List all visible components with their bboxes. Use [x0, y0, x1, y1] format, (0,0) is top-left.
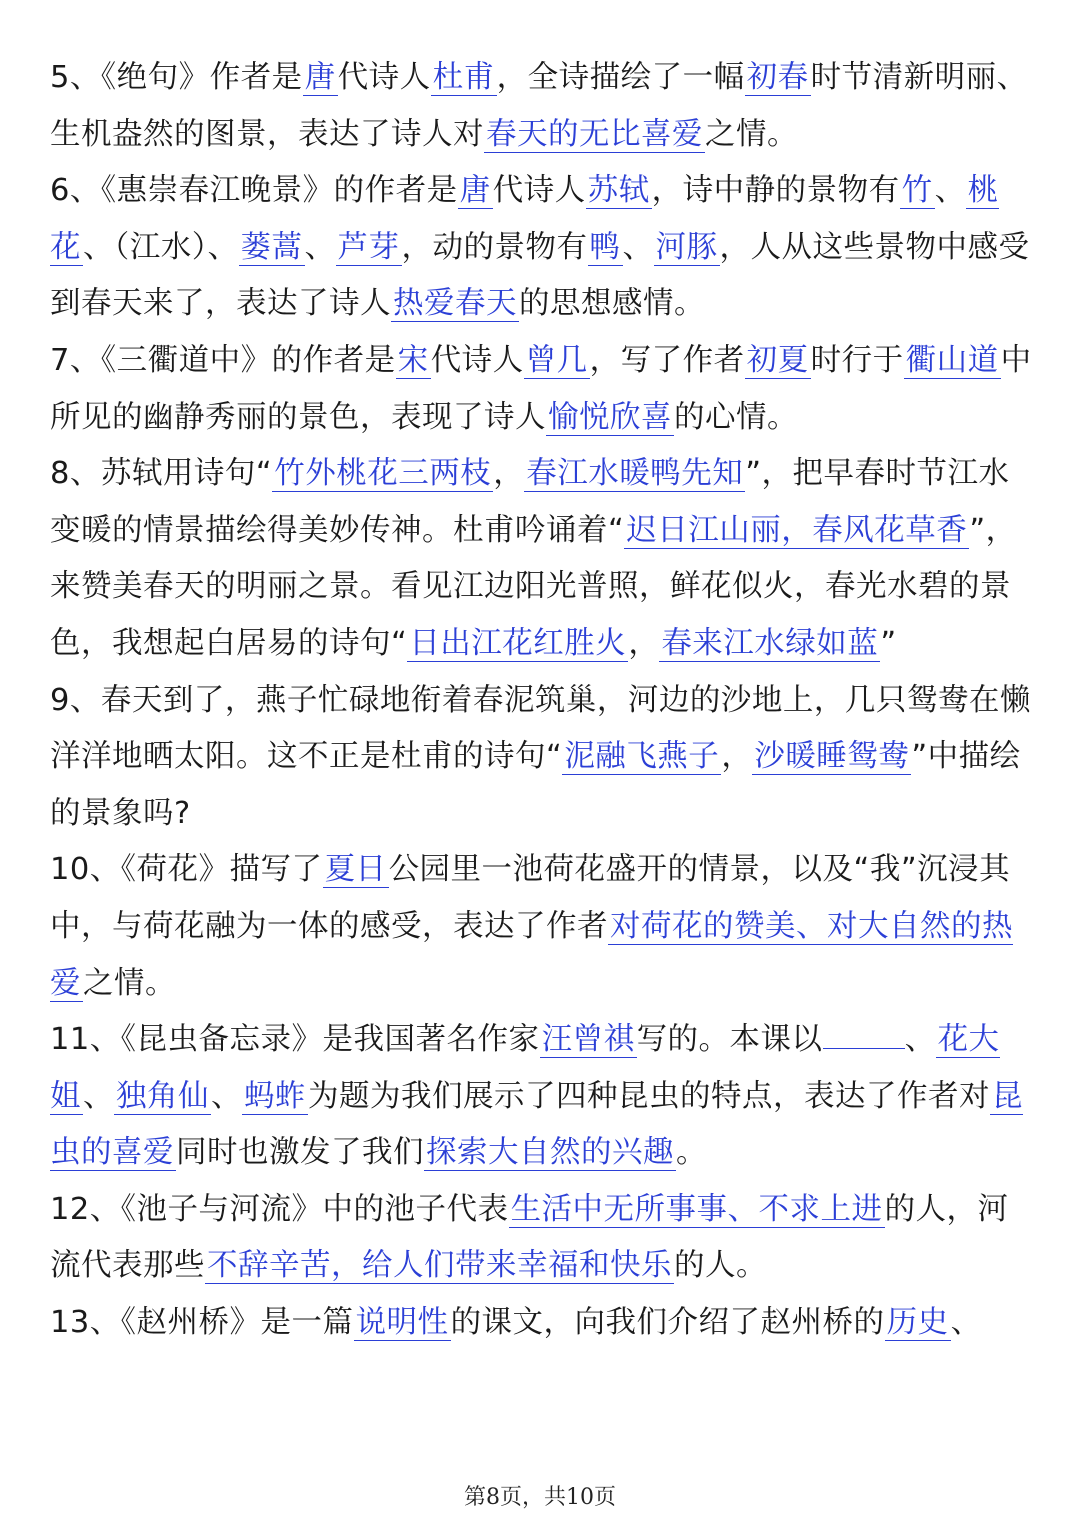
answer-fill: 愉悦欣喜 — [548, 399, 672, 435]
answer-fill: 宋 — [397, 342, 429, 378]
answer-fill: 苏轼 — [587, 173, 650, 209]
question-text: ，写了作者 — [589, 342, 745, 378]
answer-fill: 鸭 — [589, 229, 621, 265]
question-item — [50, 1012, 1035, 1182]
question-item — [50, 50, 1035, 163]
answer-fill: 蚂蚱 — [244, 1078, 306, 1114]
question-text: 同时也激发了我们 — [176, 1135, 424, 1171]
answer-fill: 唐 — [304, 60, 336, 95]
question-text: 代诗人 — [337, 60, 431, 95]
answer-fill: 春江水暖鸭先知 — [526, 456, 744, 492]
question-text: 的人。 — [674, 1248, 767, 1284]
question-text: 12、《池子与河流》中的池子代表 — [50, 1191, 509, 1227]
question-list — [50, 50, 1035, 1352]
answer-fill: 夏日 — [324, 852, 387, 888]
question-text: 之情。 — [705, 116, 798, 152]
page-footer: 第8页，共10页 — [464, 1485, 616, 1510]
answer-fill: 春来江水绿如蓝 — [661, 625, 879, 661]
question-text: 、（江水）、 — [83, 229, 239, 265]
answer-fill: 对荷花的赞美、对大自然的热爱 — [50, 908, 1013, 1001]
question-text: 的人，河流代表那些 — [50, 1191, 1009, 1284]
answer-fill: 河豚 — [655, 229, 718, 265]
question-text: 代诗人 — [492, 173, 586, 209]
question-text: 13、《赵州桥》是一篇 — [50, 1305, 354, 1341]
answer-fill: 唐 — [459, 173, 491, 209]
answer-fill: 竹外桃花三两枝 — [274, 456, 492, 492]
question-text: ， — [628, 625, 660, 661]
question-text: 、 — [934, 173, 966, 209]
question-text: ”，把早春时节江水变暖的情景描绘得美妙传神。杜甫吟诵着“ — [50, 456, 1010, 548]
question-text: 之情。 — [83, 965, 176, 1001]
answer-fill: 生活中无所事事、不求上进 — [510, 1191, 883, 1227]
answer-fill: 花大姐 — [50, 1022, 1000, 1114]
answer-fill: 日出江花红胜火 — [409, 625, 627, 661]
question-text: 的课文，向我们介绍了赵州桥的 — [450, 1305, 885, 1341]
answer-fill: 蒌蒿 — [240, 229, 303, 265]
worksheet-body — [50, 50, 1035, 1352]
question-text: 的心情。 — [674, 399, 798, 435]
question-text: 、 — [83, 1078, 114, 1114]
question-item — [50, 842, 1035, 1012]
question-text: 、 — [622, 229, 654, 265]
question-text: 、 — [904, 1022, 936, 1058]
answer-fill: 历史 — [886, 1305, 949, 1341]
question-item — [50, 163, 1035, 333]
answer-fill: 迟日江山丽，春风花草香 — [626, 512, 968, 548]
question-text: ，全诗描绘了一幅 — [496, 60, 745, 95]
question-text: 为题为我们展示了四种昆虫的特点，表达了作者对 — [308, 1078, 990, 1114]
question-text: ”中描绘的景象吗? — [50, 739, 1021, 831]
answer-fill: 说明性 — [355, 1305, 449, 1341]
question-item — [50, 1182, 1035, 1295]
answer-fill: 热爱春天 — [393, 286, 517, 322]
answer-fill: 不辞辛苦，给人们带来幸福和快乐 — [207, 1248, 672, 1284]
question-text: 9、春天到了，燕子忙碌地衔着春泥筑巢，河边的沙地上，几只鸳鸯在懒洋洋地晒太阳。这不正是杜甫的诗句“ — [50, 682, 1031, 775]
question-text: ，诗中静的景物有 — [651, 173, 900, 209]
question-text: 、 — [950, 1305, 982, 1341]
question-text: ， — [721, 739, 753, 775]
question-text: 10、《荷花》描写了 — [50, 852, 323, 888]
question-text: ”，来赞美春天的明丽之景。看见江边阳光普照，鲜花似火，春光水碧的景色，我想起白居易的诗句“ — [50, 512, 1017, 661]
answer-fill: 泥融飞燕子 — [564, 739, 720, 775]
answer-fill: 衢山道 — [905, 342, 999, 378]
empty-blank — [823, 1047, 905, 1049]
question-text: ， — [493, 456, 525, 492]
answer-fill: 汪曾祺 — [541, 1022, 635, 1058]
answer-fill: 竹 — [901, 173, 933, 209]
question-text: ，动的景物有 — [401, 229, 588, 265]
question-text: 的思想感情。 — [519, 286, 705, 322]
answer-fill: 初夏 — [746, 342, 809, 378]
question-item — [50, 673, 1035, 843]
question-text: 代诗人 — [430, 342, 524, 378]
answer-fill: 曾几 — [525, 342, 588, 378]
answer-fill: 沙暖睡鸳鸯 — [754, 739, 910, 775]
answer-fill: 初春 — [746, 60, 809, 95]
answer-fill: 春天的无比喜爱 — [486, 116, 703, 152]
question-text: 中所见的幽静秀丽的景色，表现了诗人 — [50, 342, 1032, 435]
question-text: 7、《三衢道中》的作者是 — [50, 342, 396, 378]
question-text: 5、《绝句》作者是 — [50, 60, 303, 95]
question-item — [50, 333, 1035, 446]
question-text: 。 — [676, 1135, 707, 1171]
question-text: 时行于 — [810, 342, 904, 378]
question-text: 6、《惠崇春江晚景》的作者是 — [50, 173, 458, 209]
question-text: 公园里一池荷花盛开的情景，以及“我”沉浸其中，与荷花融为一体的感受，表达了作者 — [50, 852, 1011, 944]
question-text: 、 — [304, 229, 336, 265]
question-text: 时节清新明丽、生机盎然的图景，表达了诗人对 — [50, 60, 1028, 152]
answer-fill: 昆虫的喜爱 — [50, 1078, 1023, 1171]
answer-fill: 芦芽 — [337, 229, 400, 265]
question-item — [50, 1295, 1035, 1352]
question-text: ，人从这些景物中感受到春天来了，表达了诗人 — [50, 229, 1030, 322]
question-text: 8、苏轼用诗句“ — [50, 456, 273, 492]
question-text: ” — [880, 625, 897, 661]
answer-fill: 探索大自然的兴趣 — [426, 1135, 674, 1171]
question-text: 11、《昆虫备忘录》是我国著名作家 — [50, 1022, 540, 1058]
question-item — [50, 446, 1035, 672]
answer-fill: 桃花 — [50, 173, 999, 265]
answer-fill: 杜甫 — [432, 60, 495, 95]
question-text: 、 — [211, 1078, 242, 1114]
answer-fill: 独角仙 — [116, 1078, 209, 1114]
question-text: 写的。本课以 — [636, 1022, 823, 1058]
